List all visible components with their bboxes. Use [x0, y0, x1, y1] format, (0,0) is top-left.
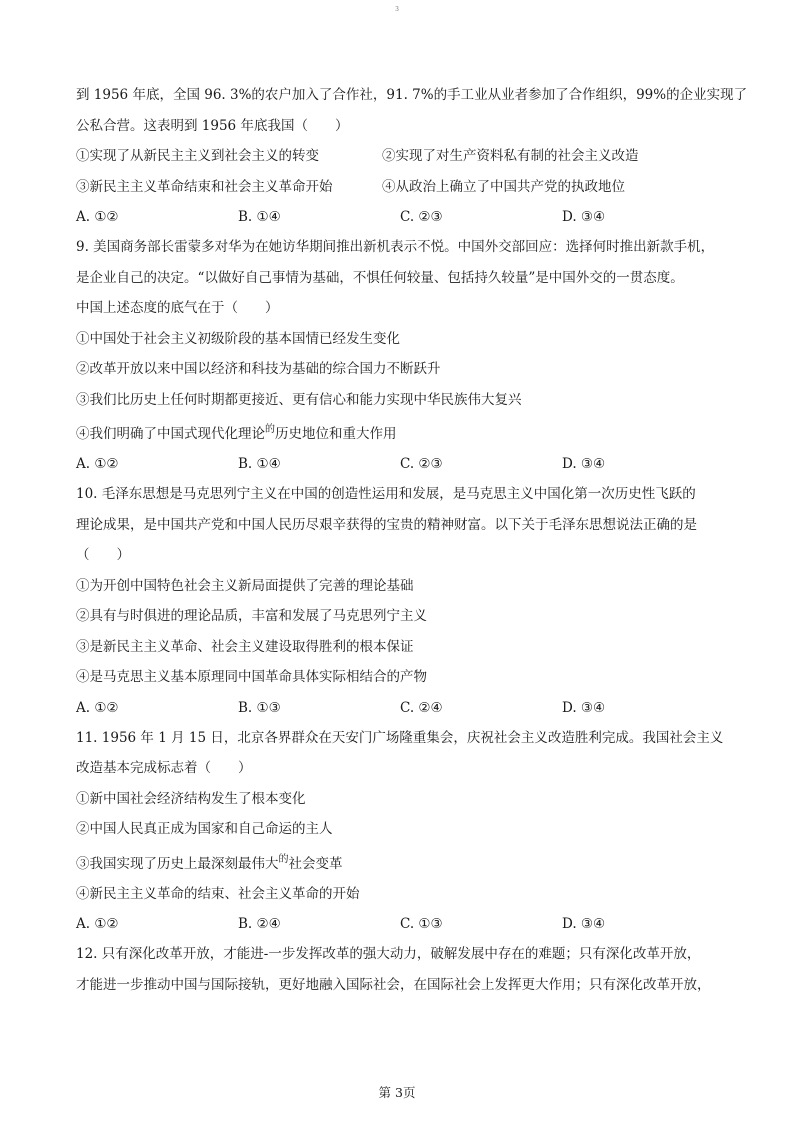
document-body — [76, 80, 748, 1000]
question-10-item-2: ②具有与时俱进的理论品质，丰富和发展了马克思列宁主义 — [76, 608, 427, 624]
question-10-option-d[interactable]: D. ③④ — [562, 699, 606, 716]
question-11-item-2: ②中国人民真正成为国家和自己命运的主人 — [76, 821, 333, 837]
question-9-item-2: ②改革开放以来中国以经济和科技为基础的综合国力不断跃升 — [76, 361, 441, 377]
page-mark: 3 — [395, 6, 399, 13]
question-8-options — [76, 202, 724, 232]
question-12 — [76, 939, 724, 1000]
question-10-options — [76, 693, 724, 723]
question-9-item-4 — [76, 415, 724, 449]
question-10-option-c[interactable]: C. ②④ — [400, 699, 443, 716]
question-11-item-3-post: 社会变革 — [288, 855, 343, 872]
question-10-line-2: 理论成果，是中国共产党和中国人民历尽艰辛获得的宝贵的精神财富。以下关于毛泽东思想说法正确的是 — [76, 516, 697, 533]
question-8-item-4: ④从政治上确立了中国共产党的执政地位 — [382, 178, 625, 195]
question-11-item-3-de: 的 — [278, 853, 289, 865]
question-11-line-2: 改造基本完成标志着（ ） — [76, 760, 252, 776]
question-8-line-1: 到 1956 年底，全国 96. 3%的农户加入了合作社，91. 7%的手工业从业者参加了合作组织，99%的企业实现了 — [76, 87, 748, 103]
question-9-item-4-pre: ④我们明确了中国式现代化理论 — [76, 426, 265, 442]
question-11-item-1: ①新中国社会经济结构发生了根本变化 — [76, 790, 306, 807]
question-10 — [76, 479, 724, 723]
question-10-line-1: 10. 毛泽东思想是马克思列宁主义在中国的创造性运用和发展，是马克思主义中国化第一次历史性飞跃的 — [76, 486, 696, 502]
question-9-option-b[interactable]: B. ①④ — [238, 456, 281, 472]
question-8-item-1: ①实现了从新民主主义到社会主义的转变 — [76, 148, 319, 164]
question-11-item-3-pre: ③我国实现了历史上最深刻最伟大 — [76, 855, 279, 872]
question-8-item-2: ②实现了对生产资料私有制的社会主义改造 — [382, 148, 639, 164]
question-10-option-a[interactable]: A. ①② — [76, 699, 119, 716]
question-9-line-3: 中国上述态度的底气在于（ ） — [76, 300, 279, 316]
question-8-items-row-2 — [76, 172, 724, 203]
question-9-option-d[interactable]: D. ③④ — [562, 456, 606, 472]
question-11-item-3 — [76, 845, 724, 879]
question-11-option-a[interactable]: A. ①② — [76, 916, 119, 932]
question-12-line-2: 才能进一步推动中国与国际接轨，更好地融入国际社会，在国际社会上发挥更大作用；只有深化改革开放， — [76, 976, 711, 993]
question-9-line-1: 9. 美国商务部长雷蒙多对华为在她访华期间推出新机表示不悦。中国外交部回应：选择何时推出新款手机， — [76, 239, 715, 255]
question-11-option-d[interactable]: D. ③④ — [562, 916, 606, 932]
question-11-options — [76, 909, 724, 939]
question-9-item-4-de: 的 — [265, 424, 275, 435]
question-8-item-3: ③新民主主义革命结束和社会主义革命开始 — [76, 178, 333, 195]
question-9-item-4-post: 历史地位和重大作用 — [275, 426, 397, 442]
question-9-item-1: ①中国处于社会主义初级阶段的基本国情已经发生变化 — [76, 330, 400, 347]
question-10-line-3: （ ） — [76, 547, 130, 563]
question-9-item-3: ③我们比历史上任何时期都更接近、更有信心和能力实现中华民族伟大复兴 — [76, 391, 522, 408]
question-9-option-c[interactable]: C. ②③ — [400, 456, 443, 472]
question-8-items-row-1 — [76, 141, 724, 172]
question-8-option-c[interactable]: C. ②③ — [400, 209, 443, 225]
question-8-option-b[interactable]: B. ①④ — [238, 209, 281, 225]
question-8-option-d[interactable]: D. ③④ — [562, 209, 606, 225]
question-9-line-2: 是企业自己的决定。“以做好自己事情为基础，不惧任何较量、包括持久较量”是中国外交的一贯态度。 — [76, 269, 684, 286]
question-10-item-1: ①为开创中国特色社会主义新局面提供了完善的理论基础 — [76, 577, 414, 594]
question-8-line-2: 公私合营。这表明到 1956 年底我国（ ） — [76, 117, 349, 134]
question-9-option-a[interactable]: A. ①② — [76, 456, 119, 472]
question-9 — [76, 232, 724, 479]
question-8 — [76, 80, 748, 232]
question-11-option-c[interactable]: C. ①③ — [400, 916, 443, 932]
question-11-option-b[interactable]: B. ②④ — [238, 916, 281, 932]
question-10-item-3: ③是新民主主义革命、社会主义建设取得胜利的根本保证 — [76, 638, 414, 655]
question-11 — [76, 723, 724, 940]
question-12-line-1: 12. 只有深化改革开放，才能进-一步发挥改革的强大动力，破解发展中存在的难题；只有深化改革开放， — [76, 946, 701, 962]
question-10-option-b[interactable]: B. ①③ — [238, 699, 281, 716]
question-10-item-4: ④是马克思主义基本原理同中国革命具体实际相结合的产物 — [76, 669, 427, 685]
question-9-options — [76, 449, 724, 479]
question-11-item-4: ④新民主主义革命的结束、社会主义革命的开始 — [76, 885, 360, 902]
question-11-line-1: 11. 1956 年 1 月 15 日，北京各界群众在天安门广场隆重集会，庆祝社会主义改造胜利完成。我国社会主义 — [76, 729, 724, 746]
question-8-option-a[interactable]: A. ①② — [76, 209, 119, 225]
page-footer: 第 3页 — [378, 1085, 416, 1100]
